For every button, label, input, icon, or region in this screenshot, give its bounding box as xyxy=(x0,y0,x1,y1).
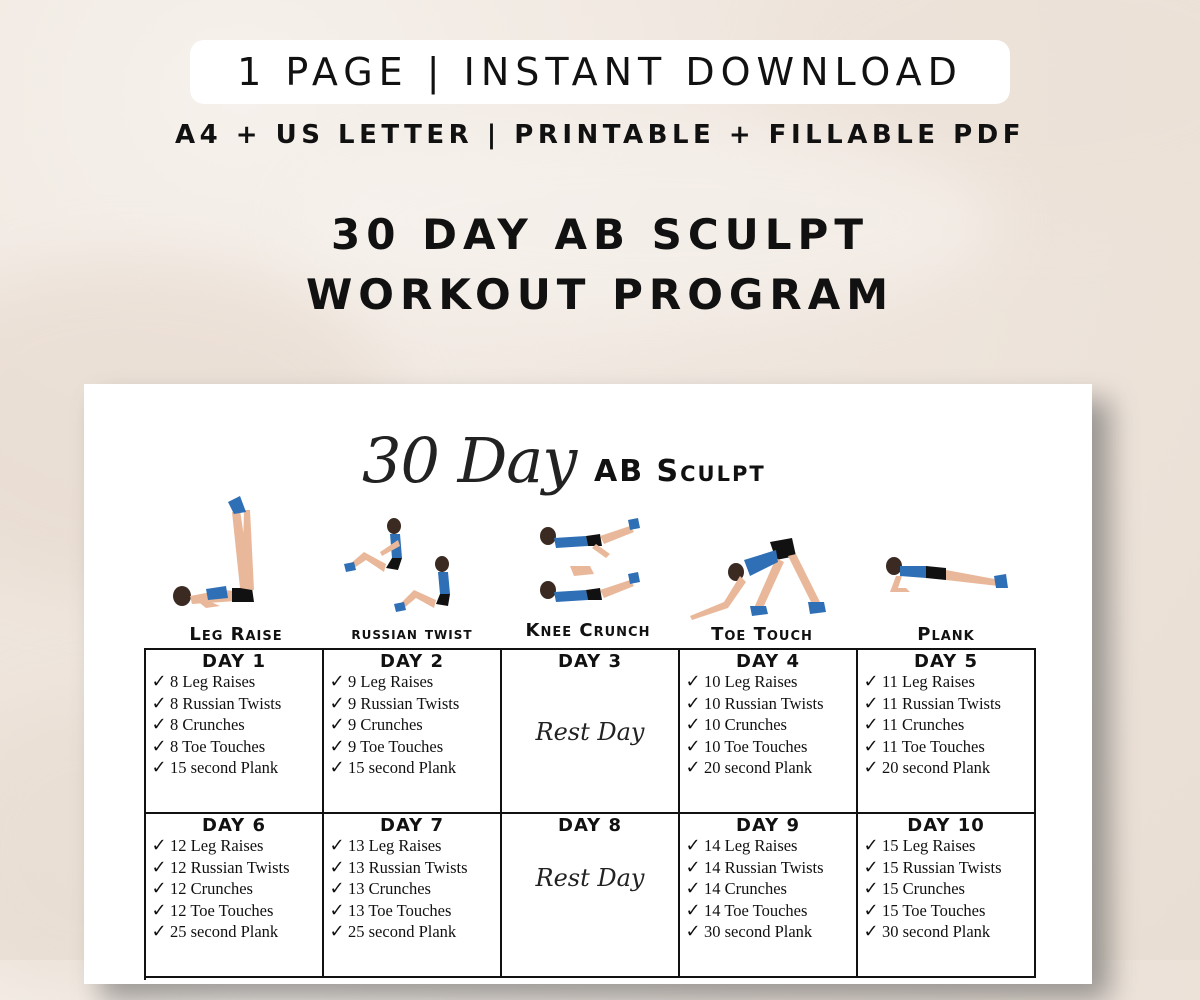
day-cell xyxy=(858,814,1036,978)
checklist-item-text: 25 second Plank xyxy=(170,922,279,942)
checklist-item-text: 14 Crunches xyxy=(704,879,787,899)
checkmark-icon: ✓ xyxy=(863,856,879,878)
checklist-item-text: 13 Leg Raises xyxy=(348,836,442,855)
checklist-item xyxy=(682,900,856,922)
day-cell xyxy=(502,814,680,978)
day-cell xyxy=(680,650,858,814)
checklist-item-text: 14 Russian Twists xyxy=(704,857,824,877)
checklist-item xyxy=(682,714,856,736)
checkmark-icon: ✓ xyxy=(685,835,701,856)
checkmark-icon: ✓ xyxy=(329,735,345,757)
checklist-item-text: 12 Toe Touches xyxy=(170,900,274,920)
checklist-item xyxy=(326,857,500,879)
checkmark-icon: ✓ xyxy=(329,671,345,692)
checklist-item xyxy=(682,671,856,693)
checkmark-icon: ✓ xyxy=(329,757,345,779)
checkmark-icon: ✓ xyxy=(151,921,167,943)
sheet-title-block: AB Sculpt xyxy=(594,454,766,489)
checklist-item-text: 20 second Plank xyxy=(704,758,813,778)
checklist-item-text: 12 Russian Twists xyxy=(170,857,290,877)
checkmark-icon: ✓ xyxy=(685,856,701,878)
exercise-checklist xyxy=(146,671,322,779)
day-heading: DAY 5 xyxy=(914,651,978,672)
checklist-item xyxy=(326,900,500,922)
leg-raise-figure-icon xyxy=(162,488,282,618)
checkmark-icon: ✓ xyxy=(329,835,345,856)
day-cell xyxy=(502,650,680,814)
checklist-item-text: 13 Toe Touches xyxy=(348,900,452,920)
checkmark-icon: ✓ xyxy=(329,856,345,878)
checklist-item-text: 25 second Plank xyxy=(348,922,457,942)
checklist-item-text: 9 Leg Raises xyxy=(348,672,434,691)
checklist-item-text: 13 Russian Twists xyxy=(348,857,468,877)
checklist-item-text: 8 Leg Raises xyxy=(170,672,256,691)
checklist-item-text: 30 second Plank xyxy=(704,922,813,942)
checkmark-icon: ✓ xyxy=(151,735,167,757)
checklist-item-text: 14 Toe Touches xyxy=(704,900,808,920)
checkmark-icon: ✓ xyxy=(863,757,879,779)
checklist-item xyxy=(148,835,322,857)
checklist-item-text: 11 Toe Touches xyxy=(882,736,985,756)
exercise-checklist xyxy=(324,835,500,943)
checklist-item xyxy=(682,835,856,857)
checklist-item xyxy=(326,757,500,779)
checklist-item-text: 10 Toe Touches xyxy=(704,736,808,756)
checklist-item-text: 30 second Plank xyxy=(882,922,991,942)
checklist-item xyxy=(148,921,322,943)
checklist-item xyxy=(148,878,322,900)
checklist-item-text: 11 Leg Raises xyxy=(882,672,975,691)
checklist-item-text: 10 Crunches xyxy=(704,715,787,735)
checklist-item xyxy=(326,921,500,943)
checkmark-icon: ✓ xyxy=(863,921,879,943)
exercise-label-knee-crunch: Knee Crunch xyxy=(525,620,651,641)
checklist-item xyxy=(860,671,1034,693)
day-heading: DAY 6 xyxy=(202,815,266,836)
day-cell xyxy=(858,650,1036,814)
exercise-label-leg-raise: Leg Raise xyxy=(189,624,283,645)
checkmark-icon: ✓ xyxy=(329,899,345,921)
checklist-item-text: 15 second Plank xyxy=(348,758,457,778)
day-grid xyxy=(144,648,1036,980)
knee-crunch-figure-icon xyxy=(530,514,650,618)
checkmark-icon: ✓ xyxy=(685,757,701,779)
checkmark-icon: ✓ xyxy=(151,899,167,921)
exercise-checklist xyxy=(858,835,1034,943)
day-heading: DAY 8 xyxy=(558,815,622,836)
exercise-label-russian-twist: russian twist xyxy=(351,624,473,644)
checklist-item xyxy=(860,714,1034,736)
day-heading: DAY 10 xyxy=(907,815,985,836)
checkmark-icon: ✓ xyxy=(863,671,879,692)
checklist-item-text: 8 Russian Twists xyxy=(170,693,282,713)
checklist-item xyxy=(682,921,856,943)
exercise-checklist xyxy=(680,835,856,943)
plank-figure-icon xyxy=(880,552,1020,608)
exercise-checklist xyxy=(324,671,500,779)
checklist-item-text: 8 Toe Touches xyxy=(170,736,266,756)
checkmark-icon: ✓ xyxy=(329,921,345,943)
checklist-item-text: 15 second Plank xyxy=(170,758,279,778)
checklist-item xyxy=(326,714,500,736)
checklist-item-text: 9 Toe Touches xyxy=(348,736,444,756)
checklist-item xyxy=(148,757,322,779)
checklist-item xyxy=(860,736,1034,758)
exercise-checklist xyxy=(146,835,322,943)
day-heading: DAY 9 xyxy=(736,815,800,836)
day-cell xyxy=(324,814,502,978)
checklist-item xyxy=(326,693,500,715)
checkmark-icon: ✓ xyxy=(863,692,879,714)
checklist-item-text: 20 second Plank xyxy=(882,758,991,778)
checklist-item xyxy=(682,736,856,758)
checkmark-icon: ✓ xyxy=(685,899,701,921)
checkmark-icon: ✓ xyxy=(685,714,701,736)
instant-download-pill xyxy=(190,40,1010,104)
checkmark-icon: ✓ xyxy=(685,921,701,943)
checkmark-icon: ✓ xyxy=(151,878,167,900)
checklist-item xyxy=(148,736,322,758)
checkmark-icon: ✓ xyxy=(151,835,167,856)
day-heading: DAY 4 xyxy=(736,651,800,672)
checklist-item xyxy=(148,857,322,879)
checklist-item-text: 8 Crunches xyxy=(170,715,245,735)
day-heading: DAY 3 xyxy=(558,651,622,672)
day-heading: DAY 1 xyxy=(202,651,266,672)
checkmark-icon: ✓ xyxy=(151,692,167,714)
checklist-item-text: 13 Crunches xyxy=(348,879,431,899)
checkmark-icon: ✓ xyxy=(685,671,701,692)
checkmark-icon: ✓ xyxy=(329,692,345,714)
checkmark-icon: ✓ xyxy=(151,856,167,878)
checklist-item xyxy=(148,714,322,736)
checklist-item-text: 11 Russian Twists xyxy=(882,693,1001,713)
checklist-item xyxy=(860,857,1034,879)
checklist-item xyxy=(326,671,500,693)
checkmark-icon: ✓ xyxy=(863,878,879,900)
checklist-item-text: 15 Crunches xyxy=(882,879,965,899)
checkmark-icon: ✓ xyxy=(863,899,879,921)
checklist-item xyxy=(326,878,500,900)
exercise-label-plank: Plank xyxy=(917,624,975,645)
checklist-item xyxy=(860,921,1034,943)
workout-sheet xyxy=(84,384,1092,984)
checklist-item-text: 12 Leg Raises xyxy=(170,836,264,855)
checkmark-icon: ✓ xyxy=(863,735,879,757)
checklist-item xyxy=(682,857,856,879)
day-heading: DAY 7 xyxy=(380,815,444,836)
checklist-item xyxy=(860,835,1034,857)
day-cell xyxy=(324,650,502,814)
rest-day-label: Rest Day xyxy=(535,718,645,746)
checkmark-icon: ✓ xyxy=(685,692,701,714)
checkmark-icon: ✓ xyxy=(863,714,879,736)
checklist-item xyxy=(148,900,322,922)
checklist-item xyxy=(148,693,322,715)
pill-text: 1 PAGE | INSTANT DOWNLOAD xyxy=(237,50,963,94)
checkmark-icon: ✓ xyxy=(685,878,701,900)
russian-twist-figure-icon xyxy=(336,514,476,618)
rest-day-label: Rest Day xyxy=(535,864,645,892)
checkmark-icon: ✓ xyxy=(151,714,167,736)
headline-line-1: 30 DAY AB SCULPT xyxy=(331,210,869,259)
checklist-item xyxy=(682,693,856,715)
checklist-item xyxy=(860,693,1034,715)
checklist-item-text: 11 Crunches xyxy=(882,715,965,735)
checklist-item xyxy=(860,900,1034,922)
checkmark-icon: ✓ xyxy=(329,714,345,736)
day-cell xyxy=(146,814,324,978)
checklist-item-text: 15 Russian Twists xyxy=(882,857,1002,877)
day-cell xyxy=(680,814,858,978)
checkmark-icon: ✓ xyxy=(151,671,167,692)
checklist-item-text: 14 Leg Raises xyxy=(704,836,798,855)
checklist-item xyxy=(682,757,856,779)
checkmark-icon: ✓ xyxy=(685,735,701,757)
format-subtitle: A4 + US LETTER | PRINTABLE + FILLABLE PDF xyxy=(175,120,1025,150)
day-heading: DAY 2 xyxy=(380,651,444,672)
day-cell xyxy=(146,650,324,814)
checklist-item-text: 9 Crunches xyxy=(348,715,423,735)
checkmark-icon: ✓ xyxy=(329,878,345,900)
checklist-item xyxy=(148,671,322,693)
exercise-checklist xyxy=(858,671,1034,779)
checklist-item-text: 15 Leg Raises xyxy=(882,836,976,855)
exercise-checklist xyxy=(680,671,856,779)
exercise-label-toe-touch: Toe Touch xyxy=(711,624,813,645)
checklist-item xyxy=(326,736,500,758)
checklist-item-text: 15 Toe Touches xyxy=(882,900,986,920)
checkmark-icon: ✓ xyxy=(151,757,167,779)
toe-touch-figure-icon xyxy=(684,532,844,620)
checkmark-icon: ✓ xyxy=(863,835,879,856)
checklist-item-text: 10 Leg Raises xyxy=(704,672,798,691)
checklist-item-text: 10 Russian Twists xyxy=(704,693,824,713)
headline-line-2: WORKOUT PROGRAM xyxy=(305,270,895,319)
checklist-item xyxy=(682,878,856,900)
checklist-item xyxy=(860,878,1034,900)
checklist-item xyxy=(326,835,500,857)
checklist-item-text: 12 Crunches xyxy=(170,879,253,899)
sheet-title-script: 30 Day xyxy=(362,424,577,497)
checklist-item-text: 9 Russian Twists xyxy=(348,693,460,713)
checklist-item xyxy=(860,757,1034,779)
